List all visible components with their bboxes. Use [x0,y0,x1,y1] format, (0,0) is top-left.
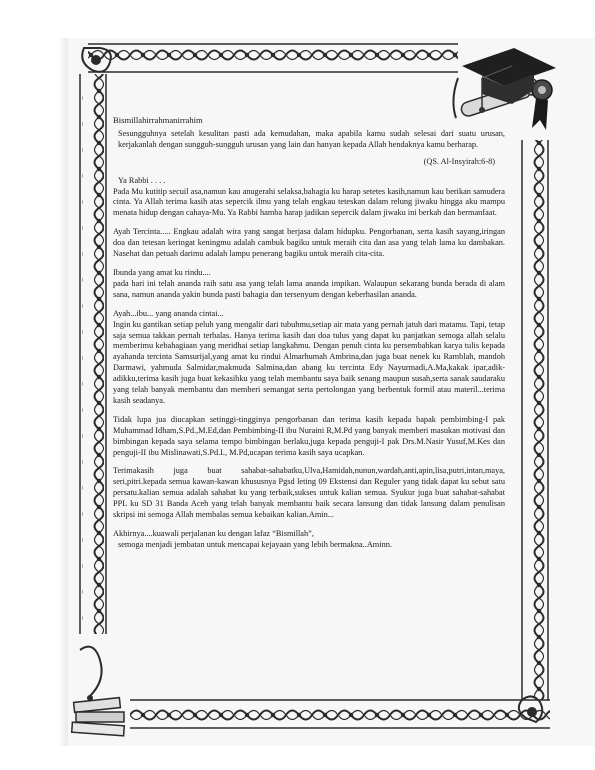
document-body [113,115,505,551]
parents-paragraph: Ingin ku gantikan setiap peluh yang mengalir dari tubuhmu,setiap air mata yang pernah jatuh dari matamu. Tapi, tetap saja semua takkan pernah terbalas. Hanya terima kasih dan doa tulus yang dapat ku panjatkan semoga allah selalu memberimu kebahagiaan yang meridhai setiap langkahmu. Dengan penuh cinta ku persembahkan karya tulis kepada ayahanda tercinta Samsurijal,yang amat ku rindui Almarhumah Ambrina,dan juga buat nenek ku Ramblah, mandoh Darmawi, yahmuda Salmidar,makmuda Salmina,dan abang ku tercinta Edy Nayurmadi,A.Ma,kakak ipar,adik-adikku,terima kasih juga buat kekasihku yang telah membantu saya baik senang maupun susah,serta sanak saudaraku yang telah banyak membantu dan memberi semangat serta pertolongan yang berbentuk formil atau materil...terima kasih seadanya. [113,319,505,405]
opening-quote: Sesungguhnya setelah kesulitan pasti ada kemudahan, maka apabila kamu sudah selesai dari suatu urusan, kerjakanlah dengan sungguh-sungguh urusan yang lain dan hanyan kepada Allah hendaknya kamu berharap. [118,128,505,149]
bismillah-heading: Bismillahirrahmanirrahim [113,115,203,125]
father-paragraph: Ayah Tercinta..... Engkau adalah wira yang sangat berjasa dalam hidupku. Pengorbanan, serta kasih sayang,iringan doa dan tetesan keringat keningmu adalah cambuk bagiku untuk meraih cita dan asa yang telah lama ku dambakan. Nasehat dan petuah darimu adalah lampu penerang bagiku untuk meraih cita-cita. [113,227,505,259]
supervisors-paragraph: Tidak lupa jua diucapkan setinggi-tingginya pengorbanan dan terima kasih kepada bapak pembimbing-I pak Muhammad Idham,S.Pd.,M.Ed,dan Pembimbing-II ibu Nuraini R,M.Pd yang banyak memberi masukan motivasi dan bimbingan kepada saya selama tempo bimbingan berlaku,juga kepada penguji-I pak Drs.M.Nasir Yusuf,M.Kes dan penguji-II ibu Mislinawati,S.Pd.I., M.Pd,ucapan terima kasih saya ucapkan. [113,414,505,457]
closing-line-1: Akhirnya....kuawali perjalanan ku dengan lafaz “Bismillah”, [113,529,314,538]
closing-line-2: semoga menjadi jembatan untuk mencapai kejayaan yang lebih bermakna..Aminn. [118,539,392,549]
quote-reference: (QS. Al-Insyirah:6-8) [423,156,495,166]
ya-rabbi-paragraph: Pada Mu kutitip secuil asa,namun kau anugerahi selaksa,bahagia ku harap setetes kasih,namun kau berikan samudera cinta. Ya Allah terima kasih atas sepercik ilmu yang telah engkau teteskan dalam relung jiwaku hingga aku mampu menata hidup dengan cahaya-Mu. Ya Rabbi hamba harap jadikan sepercik dalam jiwaku ini berkah dan bermanfaat. [113,186,505,218]
mother-heading: Ibunda yang amat ku rindu.... [113,267,211,277]
ya-rabbi-heading: Ya Rabbi . . . . [118,175,166,185]
mother-paragraph: pada hari ini telah ananda raih satu asa yang telah lama ananda impikan. Walaupun sekarang bunda berada di alam sana, namun ananda yakin bunda pasti bahagia dan tersenyum dengan keberhasilan ananda. [113,278,505,299]
friends-paragraph: Terimakasih juga buat sahabat-sahabatku,Ulva,Hamidah,nunun,wardah,anti,apin,lisa,putri,intan,maya, seri,pitri.kepada semua kawan-kawan khususnya Pgsd leting 09 Ekstensi dan Reguler yang tidak dapat ku sebut satu persatu.kalian semua adalah sahabat ku yang terbaik,sukses untuk kalian semua. Syukur juga buat sahabat-sahabat PPL ku SD 31 Banda Aceh yang telah banyak membantu baik secara lansung dan tidak lansung dalam penulisan skripsi ini semoga Allah membalas semua kebaikan kalian.Amin... [113,466,505,520]
book-stack-icon [70,640,130,740]
parents-heading: Ayah...ibu... yang ananda cintai... [113,308,224,318]
